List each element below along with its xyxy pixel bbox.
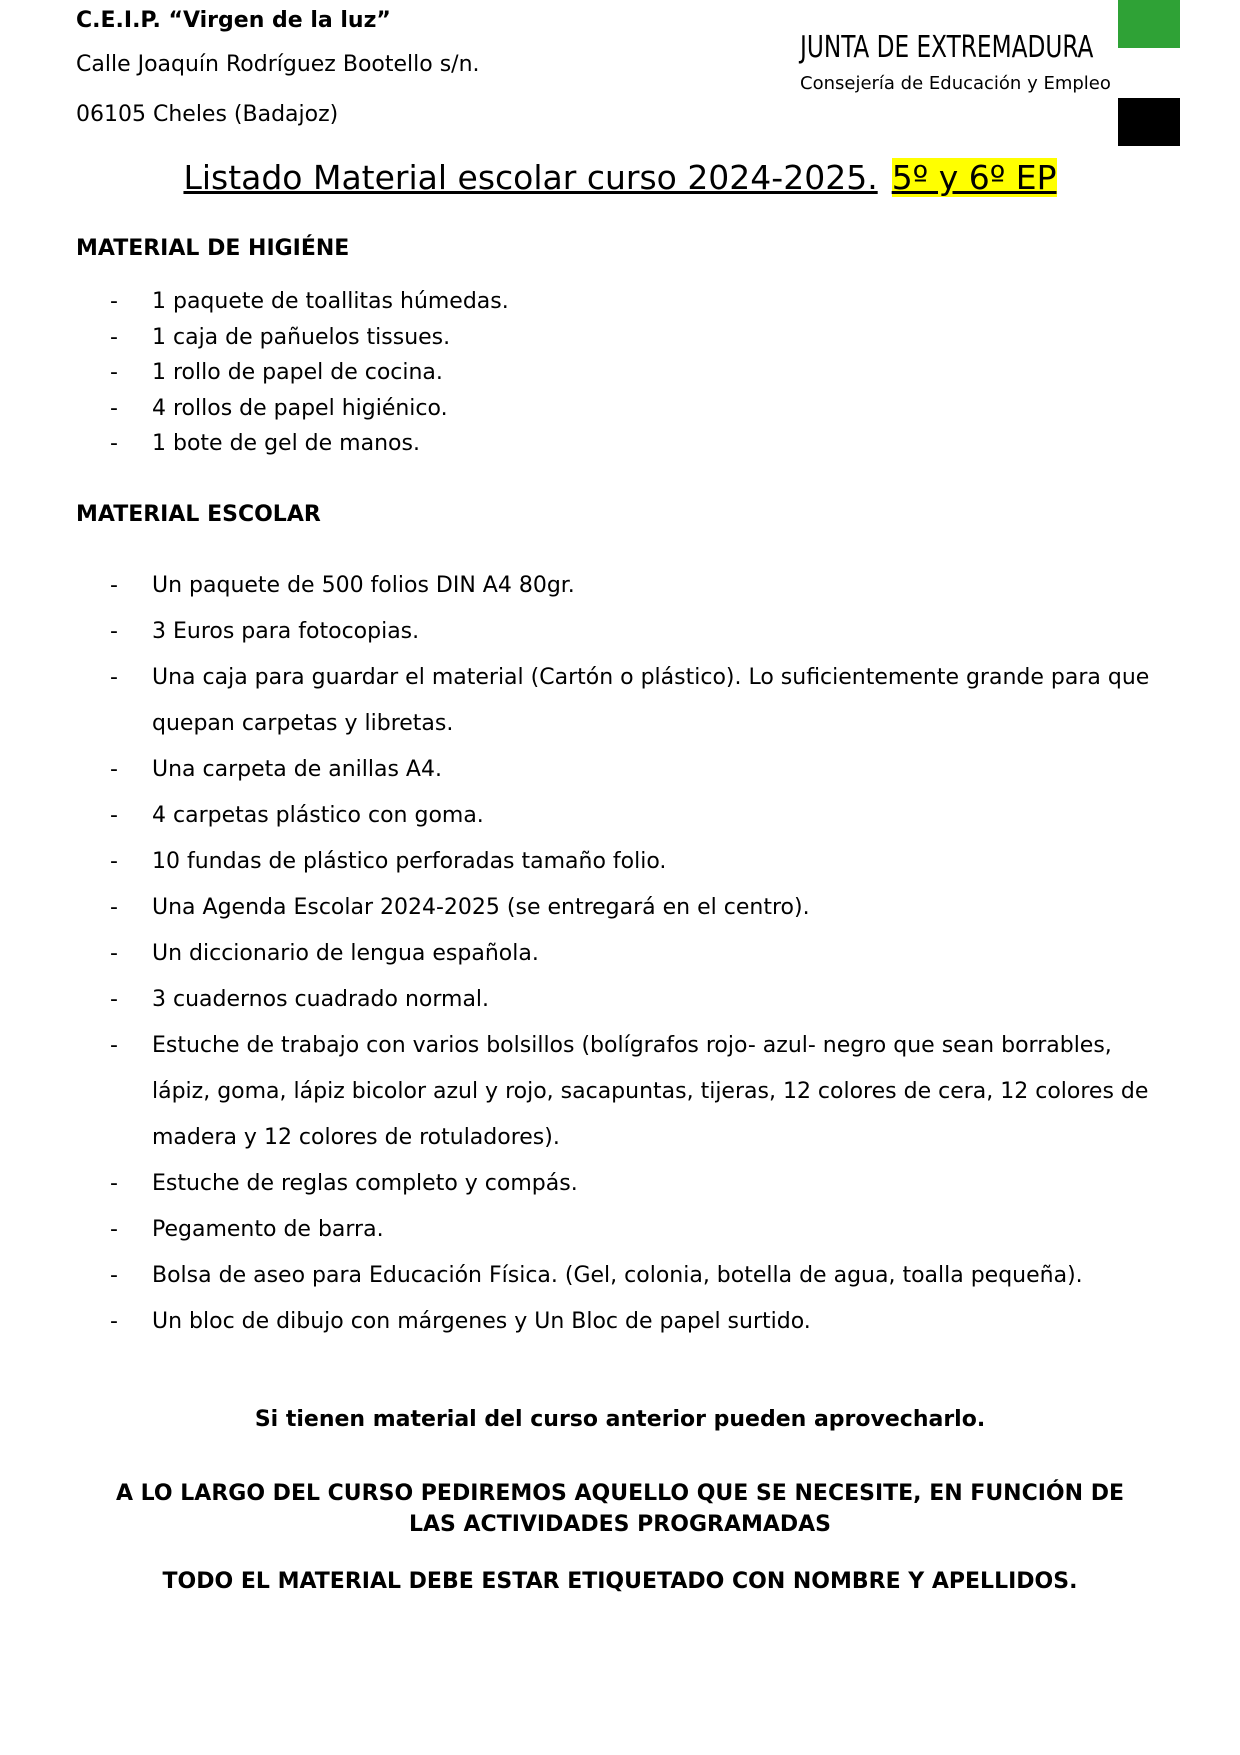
school-city: 06105 Cheles (Badajoz) — [76, 102, 339, 127]
list-item: - 1 caja de pañuelos tissues. — [110, 320, 1170, 356]
label-note: TODO EL MATERIAL DEBE ESTAR ETIQUETADO CON NOMBRE Y APELLIDOS. — [162, 1569, 1078, 1594]
school-address: Calle Joaquín Rodríguez Bootello s/n. — [76, 52, 480, 77]
list-item: - 1 paquete de toallitas húmedas. — [110, 284, 1170, 320]
list-item: - 3 Euros para fotocopias. — [110, 609, 1170, 655]
hygiene-list — [110, 284, 1170, 462]
list-item: - 3 cuadernos cuadrado normal. — [110, 977, 1170, 1023]
list-item: - 4 rollos de papel higiénico. — [110, 391, 1170, 427]
logo-black-square — [1118, 98, 1180, 146]
list-item: - Un bloc de dibujo con márgenes y Un Bloc de papel surtido. — [110, 1299, 1170, 1345]
list-item: - Bolsa de aseo para Educación Física. (Gel, colonia, botella de agua, toalla pequeña). — [110, 1253, 1170, 1299]
list-item: - Un diccionario de lengua española. — [110, 931, 1170, 977]
logo-subtitle: Consejería de Educación y Empleo — [800, 73, 1111, 94]
hygiene-heading: MATERIAL DE HIGIÉNE — [76, 236, 350, 261]
junta-logo — [800, 30, 1141, 94]
list-item: - Un paquete de 500 folios DIN A4 80gr. — [110, 563, 1170, 609]
page-title — [0, 158, 1240, 197]
grade-highlight: 5º y 6º EP — [891, 158, 1057, 197]
list-item: - Pegamento de barra. — [110, 1207, 1170, 1253]
school-name: C.E.I.P. “Virgen de la luz” — [76, 8, 391, 33]
list-item: - 10 fundas de plástico perforadas tamaño folio. — [110, 839, 1170, 885]
school-material-heading: MATERIAL ESCOLAR — [76, 502, 321, 527]
course-note: A LO LARGO DEL CURSO PEDIREMOS AQUELLO QUE SE NECESITE, EN FUNCIÓN DE LAS ACTIVIDADES PROGRAMADAS — [116, 1481, 1124, 1537]
school-header — [76, 0, 480, 140]
list-item: - 1 bote de gel de manos. — [110, 426, 1170, 462]
title-text: Listado Material escolar curso 2024-2025. — [183, 158, 878, 197]
list-item: - Una Agenda Escolar 2024-2025 (se entregará en el centro). — [110, 885, 1170, 931]
list-item: - 1 rollo de papel de cocina. — [110, 355, 1170, 391]
list-item: - Una caja para guardar el material (Cartón o plástico). Lo suficientemente grande para que quepan carpetas y libretas. — [110, 655, 1170, 747]
logo-title: JUNTA DE EXTREMADURA — [800, 30, 1094, 65]
reuse-note: Si tienen material del curso anterior pueden aprovecharlo. — [254, 1407, 986, 1432]
school-material-list — [110, 563, 1170, 1345]
list-item: - 4 carpetas plástico con goma. — [110, 793, 1170, 839]
list-item: - Una carpeta de anillas A4. — [110, 747, 1170, 793]
list-item: - Estuche de reglas completo y compás. — [110, 1161, 1170, 1207]
list-item: - Estuche de trabajo con varios bolsillos (bolígrafos rojo- azul- negro que sean borrables, lápiz, goma, lápiz bicolor azul y rojo, sacapuntas, tijeras, 12 colores de cera, 12 colores de madera y 12 colores de rotuladores). — [110, 1023, 1170, 1161]
logo-green-square — [1118, 0, 1180, 48]
